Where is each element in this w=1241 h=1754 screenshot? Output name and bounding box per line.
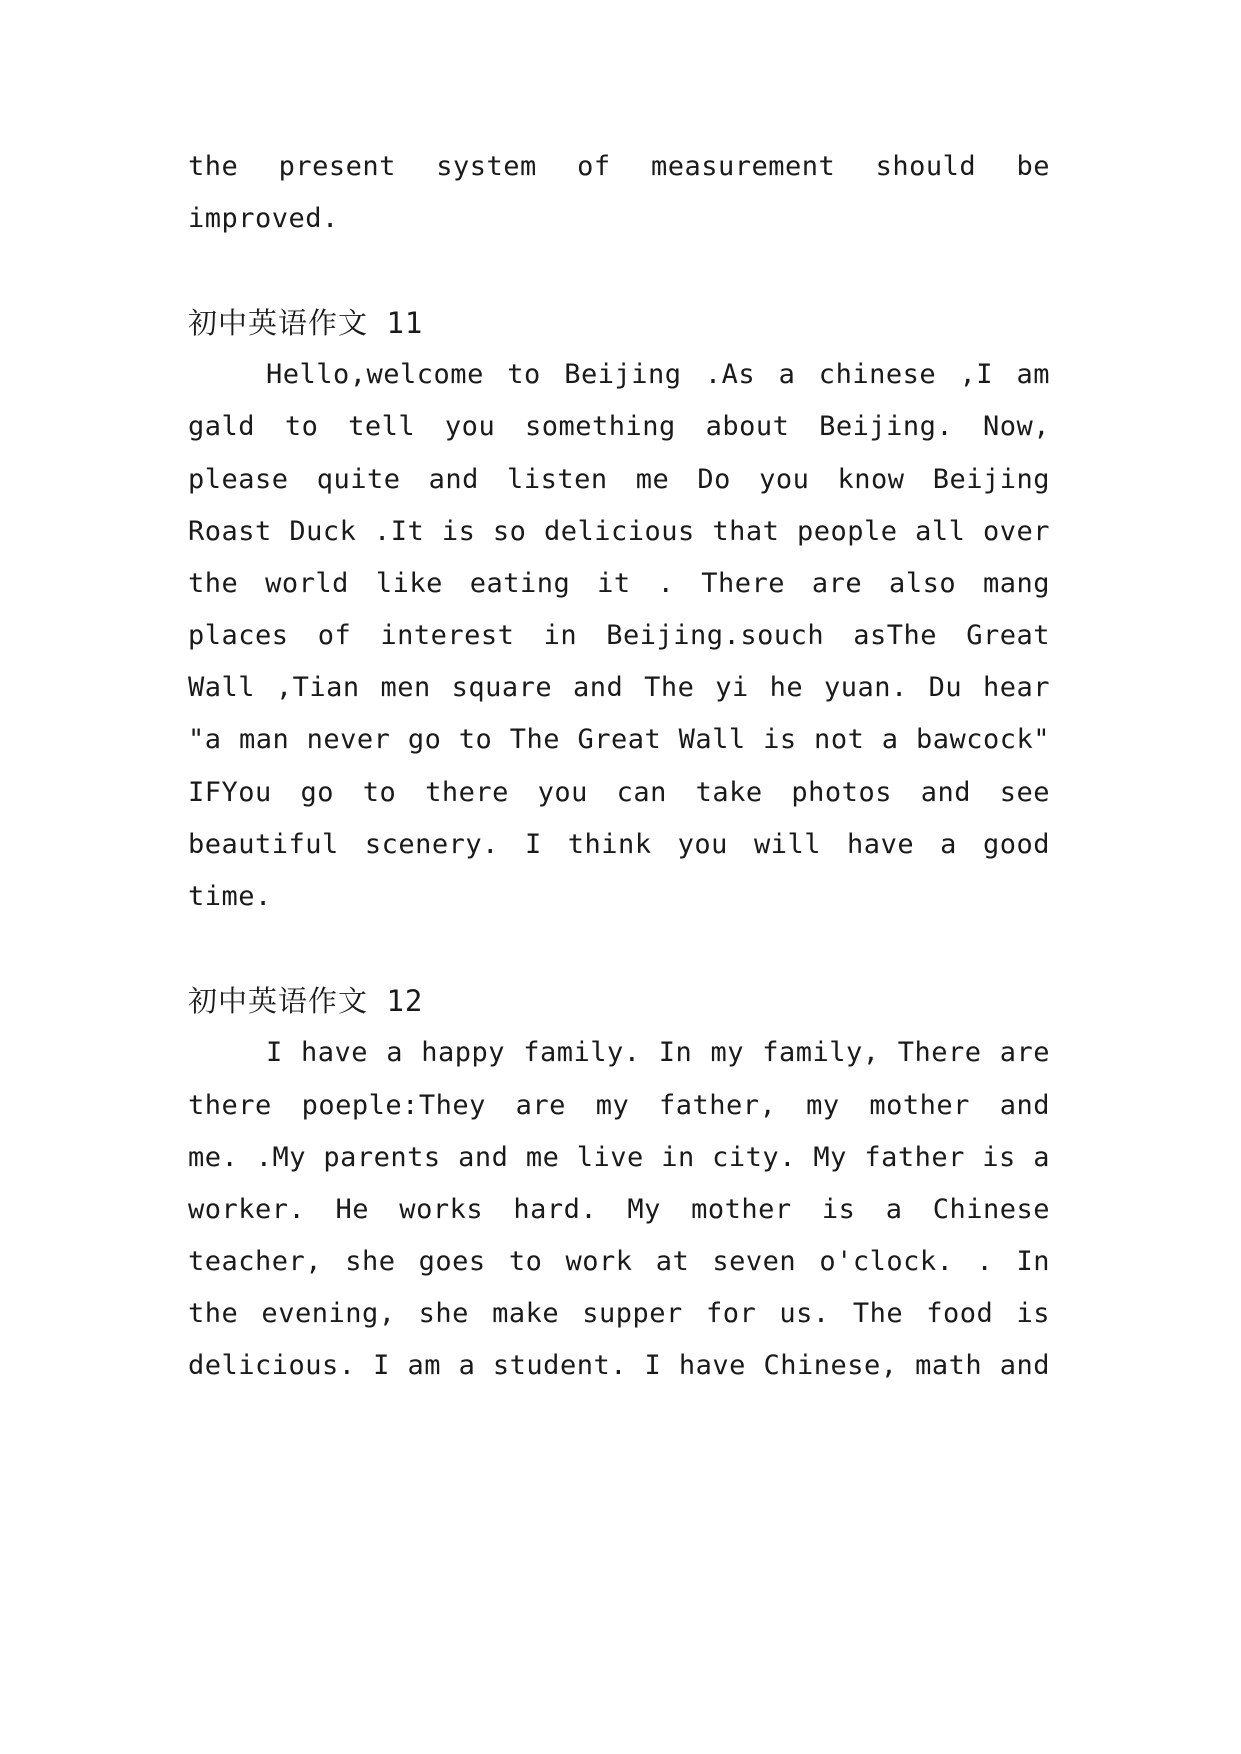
paragraph-line: teacher, she goes to work at seven o'clock. . In [188, 1246, 1050, 1277]
paragraph-line: Wall ,Tian men square and The yi he yuan. Du hear [188, 672, 1050, 703]
paragraph-line: gald to tell you something about Beijing. Now, [188, 411, 1050, 442]
paragraph-line: please quite and listen me Do you know Beijing [188, 464, 1050, 495]
paragraph-line: Roast Duck .It is so delicious that people all over [188, 516, 1050, 547]
paragraph-line: IFYou go to there you can take photos and see [188, 777, 1050, 808]
paragraph-line: time. [188, 881, 272, 912]
paragraph-line: delicious. I am a student. I have Chinese, math and [188, 1350, 1050, 1381]
paragraph-line: Hello,welcome to Beijing .As a chinese ,I am [266, 359, 1050, 390]
paragraph-line: places of interest in Beijing.souch asThe Great [188, 620, 1050, 651]
essay-heading-12: 初中英语作文 12 [188, 984, 424, 1018]
paragraph-line: I have a happy family. In my family, There are [266, 1037, 1050, 1068]
paragraph-line: me. .My parents and me live in city. My father is a [188, 1142, 1050, 1173]
paragraph-line: there poeple:They are my father, my mother and [188, 1090, 1050, 1121]
document-page [188, 0, 1050, 1754]
paragraph-line: worker. He works hard. My mother is a Chinese [188, 1194, 1050, 1225]
paragraph-line: beautiful scenery. I think you will have a good [188, 829, 1050, 860]
paragraph-line: "a man never go to The Great Wall is not a bawcock" [188, 724, 1050, 755]
paragraph-line: the evening, she make supper for us. The food is [188, 1298, 1050, 1329]
paragraph-line: the present system of measurement should be [188, 151, 1050, 182]
paragraph-line: the world like eating it . There are also mang [188, 568, 1050, 599]
essay-heading-11: 初中英语作文 11 [188, 306, 424, 340]
paragraph-line: improved. [188, 203, 339, 234]
